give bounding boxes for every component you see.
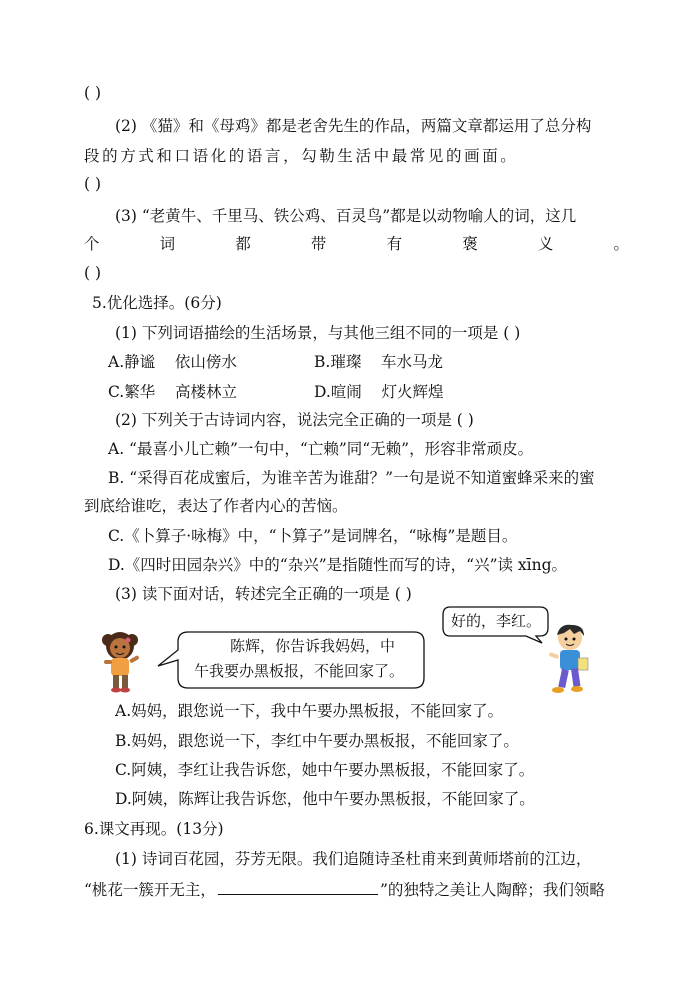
speech-bubble-right [440,604,552,644]
bubble-left-line1: 陈辉，你告诉我妈妈，中 [230,637,396,655]
q5-sub1-option-d[interactable]: D.喧闹 灯火辉煌 [314,383,444,401]
q5-sub3-option-a[interactable]: A.妈妈，跟您说一下，我中午要办黑板报，不能回家了。 [115,702,504,720]
char: 个 [84,235,100,253]
q5-sub2-option-a[interactable]: A. “最喜小儿亡赖”一句中，“亡赖”同“无赖”，形容非常顽皮。 [108,440,534,458]
q5-sub2: (2) 下列关于古诗词内容，说法完全正确的一项是 ( ) [115,411,474,429]
q6-sub1-line1: (1) 诗词百花园，芬芳无限。我们追随诗圣杜甫来到黄师塔前的江边， [115,850,592,868]
q4-item3-line2 [84,234,629,254]
speech-bubble-left [150,626,430,692]
q4-item2-line1: (2) 《猫》和《母鸡》都是老舍先生的作品，两篇文章都运用了总分构 [115,117,592,135]
q5-sub2-option-b-line2: 到底给谁吃，表达了作者内心的苦恼。 [84,497,348,515]
char: 词 [159,235,176,253]
q5-sub3: (3) 读下面对话，转述完全正确的一项是 ( ) [115,585,412,603]
q5-sub2-option-b-line1[interactable]: B. “采得百花成蜜后，为谁辛苦为谁甜？”一句是说不知道蜜蜂采来的蜜 [108,469,595,487]
q5-sub1-option-b[interactable]: B.璀璨 车水马龙 [314,353,444,371]
bubble-left-line2: 午我要办黑板报，不能回家了。 [194,662,405,680]
q5-sub1: (1) 下列词语描绘的生活场景，与其他三组不同的一项是 ( ) [115,324,521,342]
char: 都 [235,235,251,253]
q6-title: 6.课文再现。(13分) [84,820,224,838]
char: 义 [537,235,554,253]
char: 有 [386,235,403,253]
q5-sub1-option-c[interactable]: C.繁华 高楼林立 [108,383,237,401]
char: 带 [310,235,327,253]
q5-sub3-option-d[interactable]: D.阿姨，陈辉让我告诉您，他中午要办黑板报，不能回家了。 [115,790,535,808]
fill-in-blank[interactable] [218,879,378,895]
q5-title: 5.优化选择。(6分) [92,294,222,312]
char: 。 [613,235,629,253]
answer-paren-2[interactable]: ( ) [84,175,102,193]
q5-sub2-option-c[interactable]: C.《卜算子·咏梅》中，“卜算子”是词牌名，“咏梅”是题目。 [108,527,518,545]
answer-paren-1[interactable]: ( ) [84,84,102,102]
q5-sub1-option-a[interactable]: A.静谧 依山傍水 [108,353,237,371]
q5-sub3-option-b[interactable]: B.妈妈，跟您说一下，李红中午要办黑板报，不能回家了。 [115,732,519,750]
bubble-right-text: 好的，李红。 [451,612,542,630]
char: 褒 [462,235,478,253]
answer-paren-3[interactable]: ( ) [84,264,102,282]
q4-item2-line2: 段的方式和口语化的语言，勾勒生活中最常见的画面。 [84,147,519,165]
q5-sub2-option-d[interactable]: D.《四时田园杂兴》中的“杂兴”是指随性而写的诗，“兴”读 xīng。 [108,556,568,574]
q6-sub1-suffix: ”的独特之美让人陶醉；我们领略 [379,881,605,899]
q6-sub1-line2 [84,879,605,900]
q6-sub1-prefix: “桃花一簇开无主， [84,881,216,899]
boy-illustration [544,622,600,698]
q4-item3-line1: (3) “老黄牛、千里马、铁公鸡、百灵鸟”都是以动物喻人的词，这几 [115,207,577,225]
q5-sub3-option-c[interactable]: C.阿姨，李红让我告诉您，她中午要办黑板报，不能回家了。 [115,761,535,779]
girl-illustration [96,628,156,694]
